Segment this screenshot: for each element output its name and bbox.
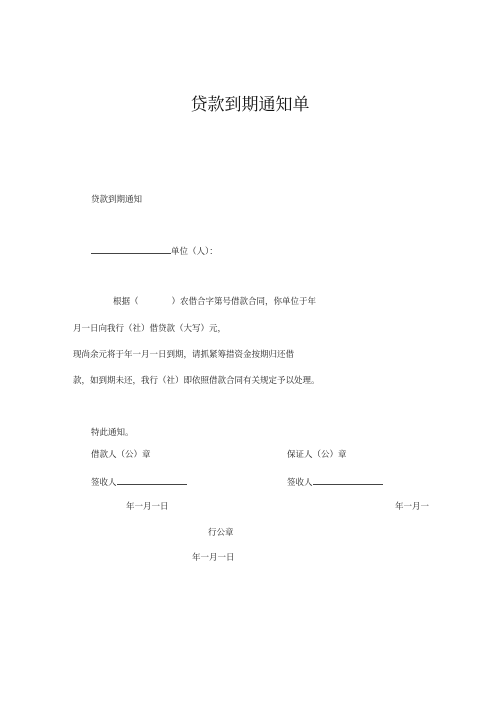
- body-line-4: 款，如到期未还，我行（社）即依照借款合同有关规定予以处理。: [73, 376, 320, 386]
- guarantor-seal: 保证人（公）章: [287, 450, 347, 460]
- notice-text: 特此通知。: [91, 428, 134, 438]
- receiver-left-blank: [117, 476, 187, 485]
- subtitle: 贷款到期通知: [91, 195, 143, 205]
- body-line-1: [113, 297, 316, 307]
- date-bottom: 年一月一日: [192, 553, 235, 563]
- body-line-2: 月一日向我行（社）借贷款（大写）元，: [73, 324, 227, 334]
- receiver-left-label: 签收人: [91, 478, 117, 488]
- bank-seal: 行公章: [208, 528, 234, 538]
- receiver-right: [287, 476, 383, 488]
- body-line-3: 现尚余元将于年一月一日到期，请抓紧筹措资金按期归还借: [73, 350, 295, 360]
- receiver-right-blank: [313, 476, 383, 485]
- addressee-suffix: 单位（人）：: [171, 247, 218, 257]
- addressee-blank: [91, 245, 171, 254]
- date-left: 年一月一日: [126, 502, 169, 512]
- page-title: 贷款到期通知单: [190, 95, 310, 115]
- addressee-line: [91, 245, 218, 257]
- body-line-1a: 根据（: [113, 297, 139, 307]
- receiver-right-label: 签收人: [287, 478, 313, 488]
- borrower-seal: 借款人（公）章: [91, 450, 151, 460]
- date-right: 年一月一: [395, 502, 430, 512]
- body-line-1b: ）农借合字第号借款合同，你单位于年: [171, 297, 317, 307]
- receiver-left: [91, 476, 187, 488]
